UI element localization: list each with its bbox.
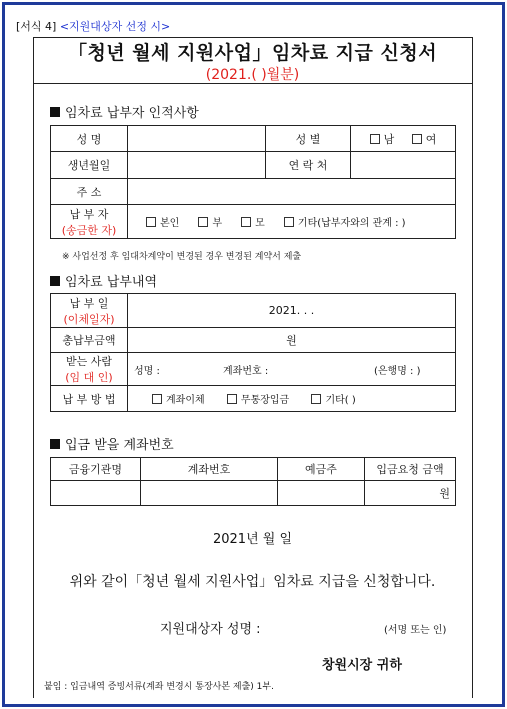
total-amount-label: 총납부금액 xyxy=(51,328,128,353)
address-label: 주 소 xyxy=(51,179,128,205)
applicant-name-label: 지원대상자 성명 : xyxy=(160,622,261,637)
account-number-header: 계좌번호 xyxy=(141,458,278,481)
checkbox-method-other[interactable] xyxy=(311,394,321,404)
total-amount-field[interactable]: 원 xyxy=(128,328,456,353)
payer-info-table xyxy=(50,125,456,239)
account-number-field[interactable] xyxy=(141,481,278,506)
receiver-sub-label: (임 대 인) xyxy=(65,371,113,384)
checkbox-self[interactable] xyxy=(146,217,156,227)
checkbox-other[interactable] xyxy=(284,217,294,227)
checkbox-deposit[interactable] xyxy=(227,394,237,404)
checkbox-male[interactable] xyxy=(370,134,380,144)
gender-options: 남 여 xyxy=(351,126,456,152)
method-label: 납 부 방 법 xyxy=(51,386,128,412)
bank-name-field[interactable] xyxy=(51,481,141,506)
payer-options: 본인 부 모 기타(납부자와의 관계 : ) xyxy=(128,205,456,239)
period-label: (2021.( )월분) xyxy=(205,67,300,83)
declaration-text: 위와 같이「청년 월세 지원사업」임차료 지급을 신청합니다. xyxy=(69,574,436,590)
page-title: 「청년 월세 지원사업」임차료 지급 신청서 xyxy=(67,42,438,64)
checkbox-father[interactable] xyxy=(198,217,208,227)
payer-label: 납 부 자 (송금한 자) xyxy=(51,205,128,239)
title-divider xyxy=(33,83,472,84)
account-holder-header: 예금주 xyxy=(278,458,365,481)
receiver-bank: (은행명 : ) xyxy=(374,366,421,377)
signature-label: (서명 또는 인) xyxy=(384,625,447,636)
name-field[interactable] xyxy=(128,126,266,152)
birth-label: 생년월일 xyxy=(51,152,128,179)
application-date: 2021년 월 일 xyxy=(212,532,293,547)
pay-date-sub-label: (이체일자) xyxy=(63,312,115,326)
name-label: 성 명 xyxy=(51,126,128,152)
contact-field[interactable] xyxy=(351,152,456,179)
receiver-account: 계좌번호 : xyxy=(223,366,269,377)
payment-table xyxy=(50,293,456,412)
payer-sub-label: (송금한 자) xyxy=(61,223,117,237)
receiver-name: 성명 : xyxy=(134,365,160,377)
pay-date-label: 납 부 일 (이체일자) xyxy=(51,294,128,328)
attachment-note: 붙임 : 입금내역 증빙서류(계좌 변경시 통장사본 제출) 1부. xyxy=(44,682,274,692)
gender-label: 성 별 xyxy=(266,126,351,152)
form-code: [서식 4] xyxy=(16,20,57,33)
form-target: <지원대상자 선정 시> xyxy=(59,20,171,33)
receiver-field[interactable] xyxy=(128,353,456,386)
bank-name-header: 금융기관명 xyxy=(51,458,141,481)
checkbox-female[interactable] xyxy=(412,134,422,144)
section-payer-heading: 임차료 납부자 인적사항 xyxy=(50,102,199,121)
square-bullet-icon xyxy=(50,107,60,117)
section-payment-heading: 임차료 납부내역 xyxy=(50,271,157,290)
account-holder-field[interactable] xyxy=(278,481,365,506)
birth-field[interactable] xyxy=(128,152,266,179)
square-bullet-icon xyxy=(50,439,60,449)
pay-date-field[interactable]: 2021. . . xyxy=(128,294,456,328)
method-options: 계좌이체 무통장입금 기타( ) xyxy=(128,386,456,412)
receiver-label: 받는 사람 (임 대 인) xyxy=(51,353,128,386)
section-account-heading: 입금 받을 계좌번호 xyxy=(50,434,174,453)
checkbox-mother[interactable] xyxy=(241,217,251,227)
address-field[interactable] xyxy=(128,179,456,205)
contact-label: 연 락 처 xyxy=(266,152,351,179)
checkbox-transfer[interactable] xyxy=(152,394,162,404)
contract-change-note: ※ 사업선정 후 임대차계약이 변경된 경우 변경된 계약서 제출 xyxy=(62,252,302,262)
request-amount-header: 입금요청 금액 xyxy=(365,458,456,481)
account-table xyxy=(50,457,456,506)
addressee: 창원시장 귀하 xyxy=(322,658,402,673)
form-label xyxy=(16,18,170,34)
square-bullet-icon xyxy=(50,276,60,286)
request-amount-field[interactable]: 원 xyxy=(365,481,456,506)
